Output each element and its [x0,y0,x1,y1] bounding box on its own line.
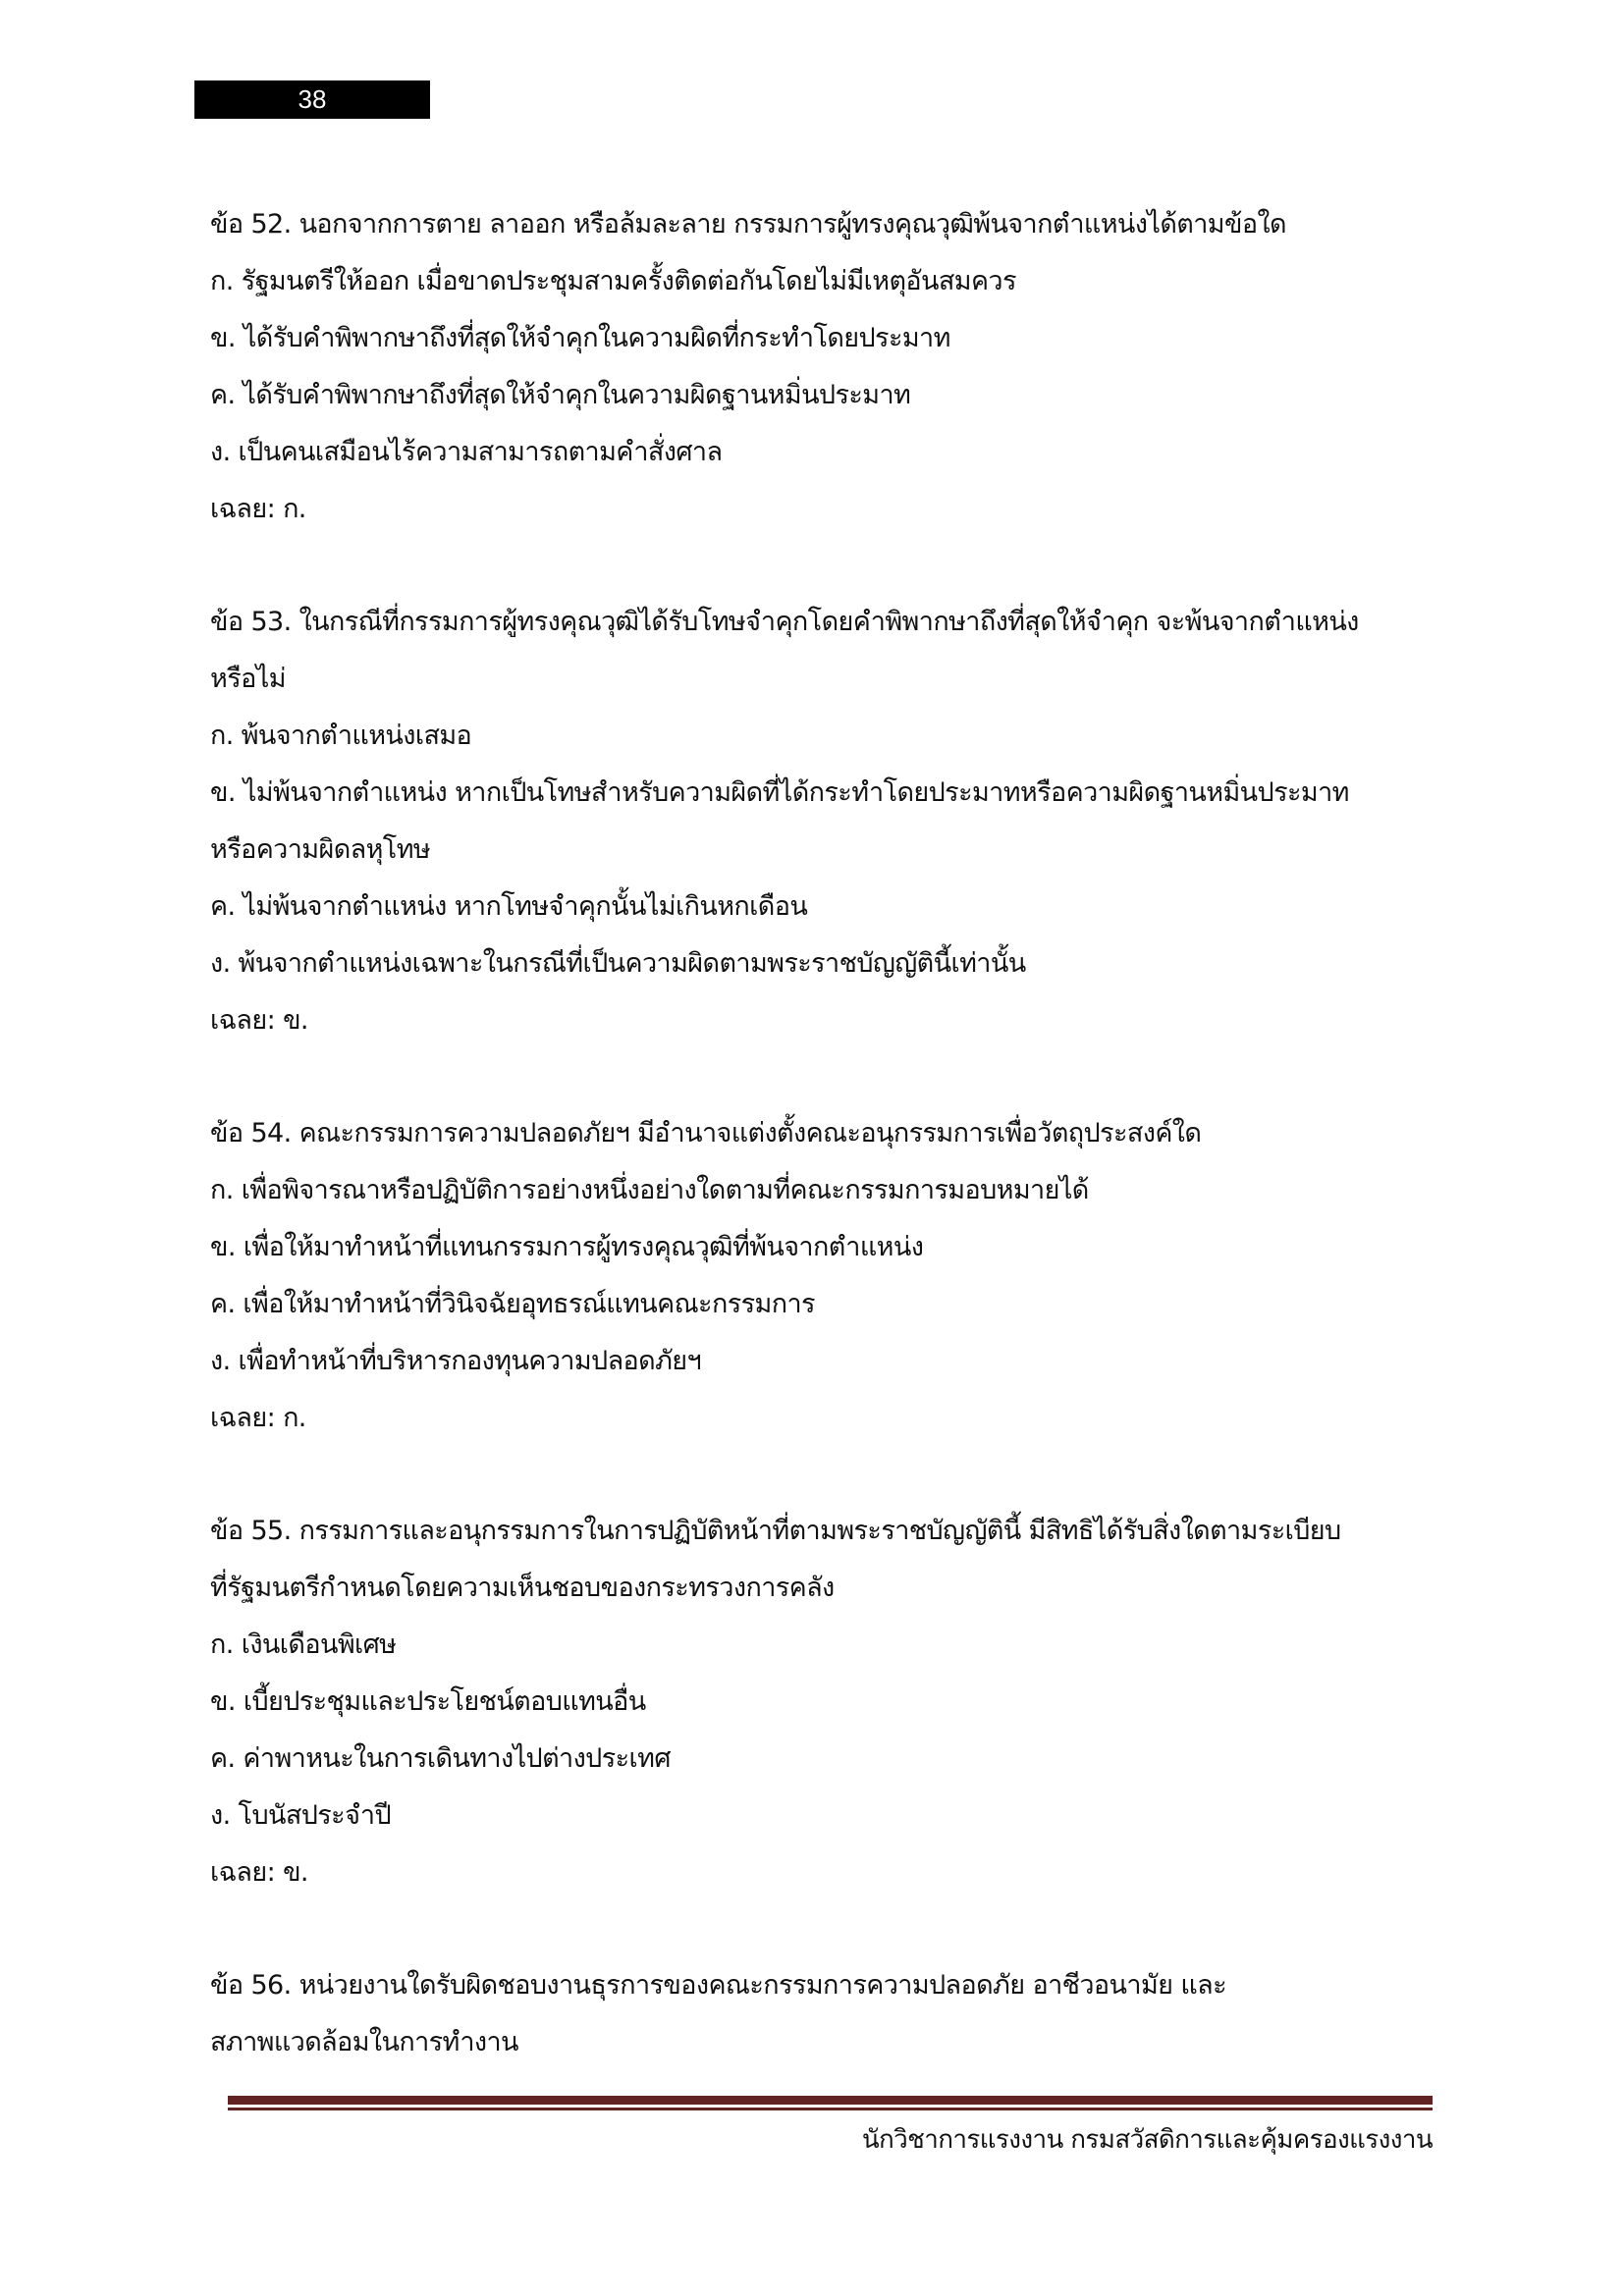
spacer [210,1447,1447,1503]
answer: เฉลย: ข. [210,1005,308,1036]
footer-text: นักวิชาการแรงงาน กรมสวัสดิการและคุ้มครองแรงงาน [861,2125,1433,2155]
question-text: ข้อ 52. นอกจากการตาย ลาออก หรือล้มละลาย กรรมการผู้ทรงคุณวุฒิพ้นจากตำแหน่งได้ตามข้อใด [210,209,1286,240]
option-d: ง. เป็นคนเสมือนไร้ความสามารถตามคำสั่งศาล [210,437,723,467]
option-c: ค. ค่าพาหนะในการเดินทางไปต่างประเทศ [210,1743,671,1774]
spacer [210,1901,1447,1957]
option-b-continued: หรือความผิดลหุโทษ [210,834,431,865]
question-52 [210,196,1447,538]
question-56 [210,1957,1447,2071]
spacer [210,1049,1447,1105]
option-c: ค. เพื่อให้มาทำหน้าที่วินิจฉัยอุทธรณ์แทนคณะกรรมการ [210,1289,815,1319]
question-text-continued: สภาพแวดล้อมในการทำงาน [210,2027,518,2057]
option-d: ง. พ้นจากตำแหน่งเฉพาะในกรณีที่เป็นความผิดตามพระราชบัญญัตินี้เท่านั้น [210,948,1026,979]
answer: เฉลย: ก. [210,1403,306,1433]
question-55 [210,1503,1447,1901]
question-text: ข้อ 54. คณะกรรมการความปลอดภัยฯ มีอำนาจแต่งตั้งคณะอนุกรรมการเพื่อวัตถุประสงค์ใด [210,1118,1202,1148]
option-a: ก. รัฐมนตรีให้ออก เมื่อขาดประชุมสามครั้งติดต่อกันโดยไม่มีเหตุอันสมควร [210,266,1016,296]
option-d: ง. เพื่อทำหน้าที่บริหารกองทุนความปลอดภัยฯ [210,1346,702,1376]
option-a: ก. พ้นจากตำแหน่งเสมอ [210,721,472,751]
spacer [210,538,1447,594]
question-text-continued: หรือไม่ [210,664,286,694]
question-text: ข้อ 53. ในกรณีที่กรรมการผู้ทรงคุณวุฒิได้รับโทษจำคุกโดยคำพิพากษาถึงที่สุดให้จำคุก จะพ้นจากตำแหน่ง [210,607,1359,637]
answer: เฉลย: ก. [210,494,306,524]
question-53 [210,594,1447,1049]
option-a: ก. เงินเดือนพิเศษ [210,1629,397,1660]
document-body [210,196,1447,2071]
answer: เฉลย: ข. [210,1857,308,1888]
question-54 [210,1105,1447,1447]
question-text-continued: ที่รัฐมนตรีกำหนดโดยความเห็นชอบของกระทรวงการคลัง [210,1573,835,1603]
option-b: ข. ไม่พ้นจากตำแหน่ง หากเป็นโทษสำหรับความผิดที่ได้กระทำโดยประมาทหรือความผิดฐานหมิ่นประมาท [210,777,1349,808]
option-b: ข. ได้รับคำพิพากษาถึงที่สุดให้จำคุกในความผิดที่กระทำโดยประมาท [210,323,950,353]
option-d: ง. โบนัสประจำปี [210,1800,391,1831]
option-b: ข. เบี้ยประชุมและประโยชน์ตอบแทนอื่น [210,1686,646,1717]
option-c: ค. ได้รับคำพิพากษาถึงที่สุดให้จำคุกในความผิดฐานหมิ่นประมาท [210,380,911,410]
footer-divider-thin [228,2108,1433,2110]
question-text: ข้อ 56. หน่วยงานใดรับผิดชอบงานธุรการของคณะกรรมการความปลอดภัย อาชีวอนามัย และ [210,1970,1226,2001]
option-b: ข. เพื่อให้มาทำหน้าที่แทนกรรมการผู้ทรงคุณวุฒิที่พ้นจากตำแหน่ง [210,1232,924,1262]
footer-divider-thick [228,2096,1433,2105]
question-text: ข้อ 55. กรรมการและอนุกรรมการในการปฏิบัติหน้าที่ตามพระราชบัญญัตินี้ มีสิทธิได้รับสิ่งใดตามระเบียบ [210,1516,1341,1546]
option-a: ก. เพื่อพิจารณาหรือปฏิบัติการอย่างหนึ่งอย่างใดตามที่คณะกรรมการมอบหมายได้ [210,1175,1089,1205]
option-c: ค. ไม่พ้นจากตำแหน่ง หากโทษจำคุกนั้นไม่เกินหกเดือน [210,891,808,922]
page-number: 38 [194,80,430,119]
